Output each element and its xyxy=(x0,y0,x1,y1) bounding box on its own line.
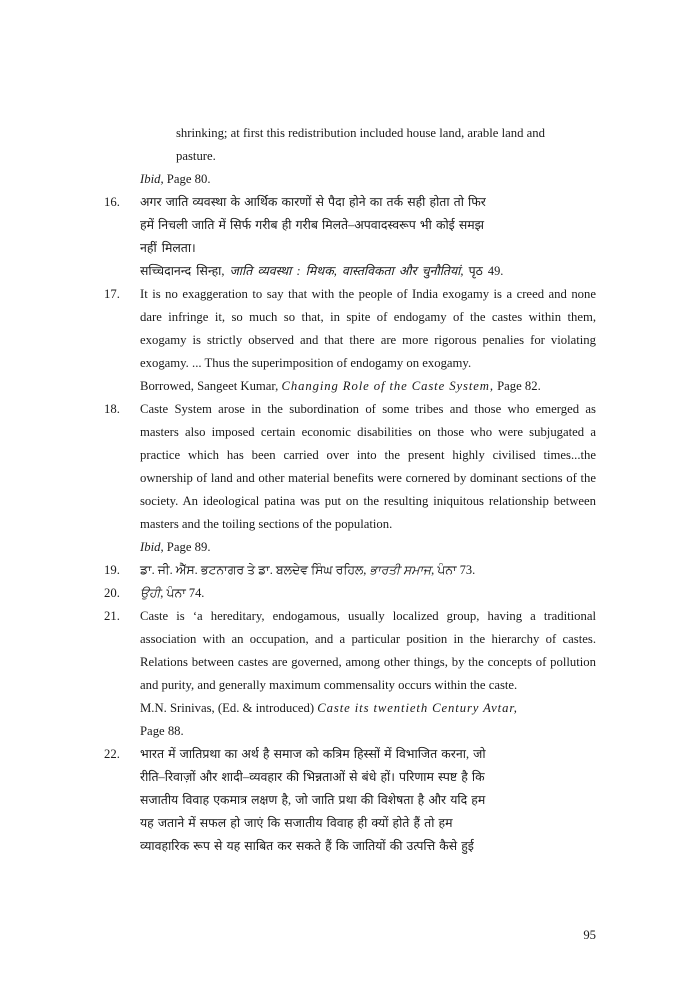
endnote-21-body xyxy=(140,605,596,743)
endnote-22-line-4: यह जताने में सफल हो जाएं कि सजातीय विवाह ही क्यों होते हैं तो हम xyxy=(140,816,453,830)
citation-italic-title: Caste its twentieth Century Avtar, xyxy=(317,701,518,715)
citation-italic-ibid: ਉਹੀ xyxy=(140,586,161,600)
citation-italic-title: ਭਾਰਤੀ ਸਮਾਜ xyxy=(369,563,432,577)
endnote-17-text: It is no exaggeration to say that with the people of India exogamy is a creed and none dare infringe it, so much so that, in spite of endogamy of the castes within them, exogamy is strictly observed and that there are more rigorous penalies for violating exogamy. ... Thus the superimposition of endogamy on exogamy. xyxy=(140,287,596,370)
endnote-19 xyxy=(104,559,596,582)
endnote-16-number: 16. xyxy=(104,195,120,209)
endnotes-list xyxy=(104,122,596,858)
endnote-18-body xyxy=(140,398,596,559)
quote-continuation-block xyxy=(104,122,596,191)
citation-author: M.N. Srinivas, (Ed. & introduced) xyxy=(140,701,318,715)
citation-italic-title: Ibid, xyxy=(140,540,164,554)
endnote-16-line-1: अगर जाति व्यवस्था के आर्थिक कारणों से पैदा होने का तर्क सही होता तो फिर xyxy=(140,195,486,209)
endnote-16-line-2: हमें निचली जाति में सिर्फ गरीब ही गरीब मिलते–अपवादस्वरूप भी कोई समझ xyxy=(140,218,485,232)
endnote-16 xyxy=(104,191,596,283)
citation-page: पृठ 49. xyxy=(463,264,504,278)
citation-page: , ਪੰਨਾ 73. xyxy=(431,563,476,577)
citation-page: Page 82. xyxy=(493,379,541,393)
quote-continuation-body xyxy=(140,122,596,191)
endnote-20 xyxy=(104,582,596,605)
endnote-20-number: 20. xyxy=(104,586,120,600)
citation-author: Borrowed, Sangeet Kumar, xyxy=(140,379,282,393)
endnote-20-body xyxy=(140,582,596,605)
endnote-22-line-2: रीति–रिवाज़ों और शादी–व्यवहार की भिन्नताओं से बंधे हों। परिणाम स्पष्ट है कि xyxy=(140,770,485,784)
endnote-22-body xyxy=(140,743,596,858)
endnote-18-text: Caste System arose in the subordination of some tribes and those who emerged as masters also imposed certain economic disabilities on those who were subjugated a practice which has been carried over into the present highly civilised times...the ownership of land and other material benefits were cornered by dominant sections of the society. An ideological patina was put on the resulting iniquitous relationship between masters and the toiling sections of the population. xyxy=(140,402,596,531)
endnote-19-number: 19. xyxy=(104,563,120,577)
citation-author: सच्चिदानन्द सिन्हा, xyxy=(140,264,230,278)
endnote-22-number: 22. xyxy=(104,747,120,761)
citation-italic-title: जाति व्यवस्था : मिथक, वास्तविकता और चुनौतियां, xyxy=(229,264,464,278)
endnote-17 xyxy=(104,283,596,398)
endnote-17-body xyxy=(140,283,596,398)
endnote-17-citation xyxy=(140,375,596,398)
endnote-18-citation xyxy=(140,536,596,559)
citation-italic-title: Changing Role of the Caste System, xyxy=(281,379,494,393)
endnote-16-body xyxy=(140,191,596,283)
citation-page: Page 80. xyxy=(163,172,211,186)
endnote-21-citation-page: Page 88. xyxy=(140,724,184,738)
endnote-19-text xyxy=(140,559,596,582)
endnote-19-body xyxy=(140,559,596,582)
citation-page: Page 89. xyxy=(163,540,211,554)
endnote-21 xyxy=(104,605,596,743)
quote-continuation-text xyxy=(176,122,596,168)
endnote-22 xyxy=(104,743,596,858)
endnote-22-line-3: सजातीय विवाह एकमात्र लक्षण है, जो जाति प्रथा की विशेषता है और यदि हम xyxy=(140,793,486,807)
citation-italic-title: Ibid, xyxy=(140,172,164,186)
endnote-22-line-1: भारत में जातिप्रथा का अर्थ है समाज को कत्रिम हिस्सों में विभाजित करना, जो xyxy=(140,747,486,761)
endnote-21-citation xyxy=(140,697,596,720)
citation-page: , ਪੰਨਾ 74. xyxy=(160,586,205,600)
page-number: 95 xyxy=(583,928,596,942)
quote-line-1: shrinking; at first this redistribution included house land, arable land and xyxy=(176,126,545,140)
citation-author: ਡਾ. ਜੀ. ਐੱਸ. ਭਟਨਾਗਰ ਤੇ ਡਾ. ਬਲਦੇਵ ਸਿੰਘ ਰਹਿਲ, xyxy=(140,563,370,577)
endnote-18 xyxy=(104,398,596,559)
endnote-17-number: 17. xyxy=(104,287,120,301)
citation-ibid-80 xyxy=(140,168,596,191)
endnote-20-text xyxy=(140,582,596,605)
endnote-21-text: Caste is ‘a hereditary, endogamous, usually localized group, having a traditional association with an occupation, and a particular position in the hierarchy of castes. Relations between castes are governed, among other things, by the concepts of pollution and purity, and generally maximum commensality occurs within the caste. xyxy=(140,609,596,692)
quote-line-2: pasture. xyxy=(176,149,216,163)
endnote-22-line-5: व्यावहारिक रूप से यह साबित कर सकते हैं कि जातियों की उत्पत्ति कैसे हुई xyxy=(140,839,474,853)
endnote-21-number: 21. xyxy=(104,609,120,623)
endnote-16-citation xyxy=(140,260,596,283)
endnote-16-line-3: नहीं मिलता। xyxy=(140,241,196,255)
endnote-18-number: 18. xyxy=(104,402,120,416)
